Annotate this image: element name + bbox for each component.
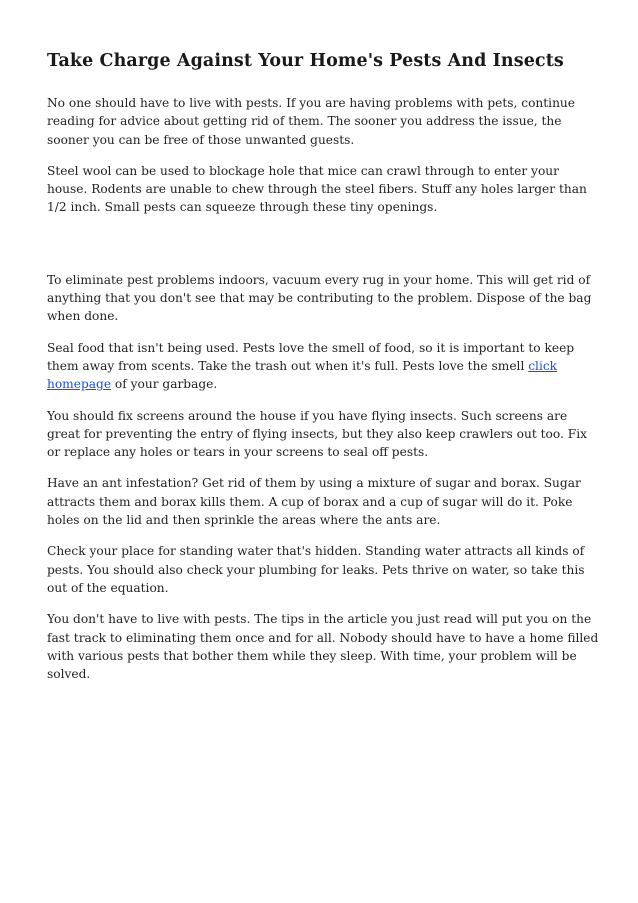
paragraph-seal-food-text-after: of your garbage. <box>111 377 218 392</box>
paragraph-steel-wool: Steel wool can be used to blockage hole that mice can crawl through to enter your house. Rodents are unable to chew through the steel fibers. Stuff any holes larger than 1/2 inch. Small pests can squeeze through these tiny openings. <box>47 163 587 215</box>
paragraph-seal-food-text-before: Seal food that isn't being used. Pests love the smell of food, so it is important to keep them away from scents. Take the trash out when it's full. Pests love the smell <box>47 340 575 373</box>
paragraph-vacuum: To eliminate pest problems indoors, vacuum every rug in your home. This will get rid of anything that you don't see that may be contributing to the problem. Dispose of the bag when done. <box>47 272 592 324</box>
paragraph-intro: No one should have to live with pests. If you are having problems with pets, continue reading for advice about getting rid of them. The sooner you address the issue, the sooner you can be free of those unwanted guests. <box>47 96 575 147</box>
click-homepage-link[interactable]: click homepage <box>47 358 558 392</box>
document-title: Take Charge Against Your Home's Pests And Insects <box>47 51 564 71</box>
document-page <box>47 48 599 696</box>
paragraph-seal-food <box>47 339 599 394</box>
paragraph-ants: Have an ant infestation? Get rid of them by using a mixture of sugar and borax. Sugar attracts them and borax kills them. A cup of borax and a cup of sugar will do it. Poke holes on the lid and then sprinkle the areas where the ants are. <box>47 476 581 528</box>
paragraph-standing-water: Check your place for standing water that's hidden. Standing water attracts all kinds of pests. You should also check your plumbing for leaks. Pets thrive on water, so take this out of the equation. <box>47 544 585 595</box>
paragraph-conclusion: You don't have to live with pests. The tips in the article you just read will put you on the fast track to eliminating them once and for all. Nobody should have to have a home filled with various pests that bother them while they sleep. With time, your problem will be solved. <box>47 612 599 682</box>
blank-space <box>47 230 599 271</box>
paragraph-screens: You should fix screens around the house if you have flying insects. Such screens are great for preventing the entry of flying insects, but they also keep crawlers out too. Fix or replace any holes or tears in your screens to seal off pests. <box>47 408 587 460</box>
